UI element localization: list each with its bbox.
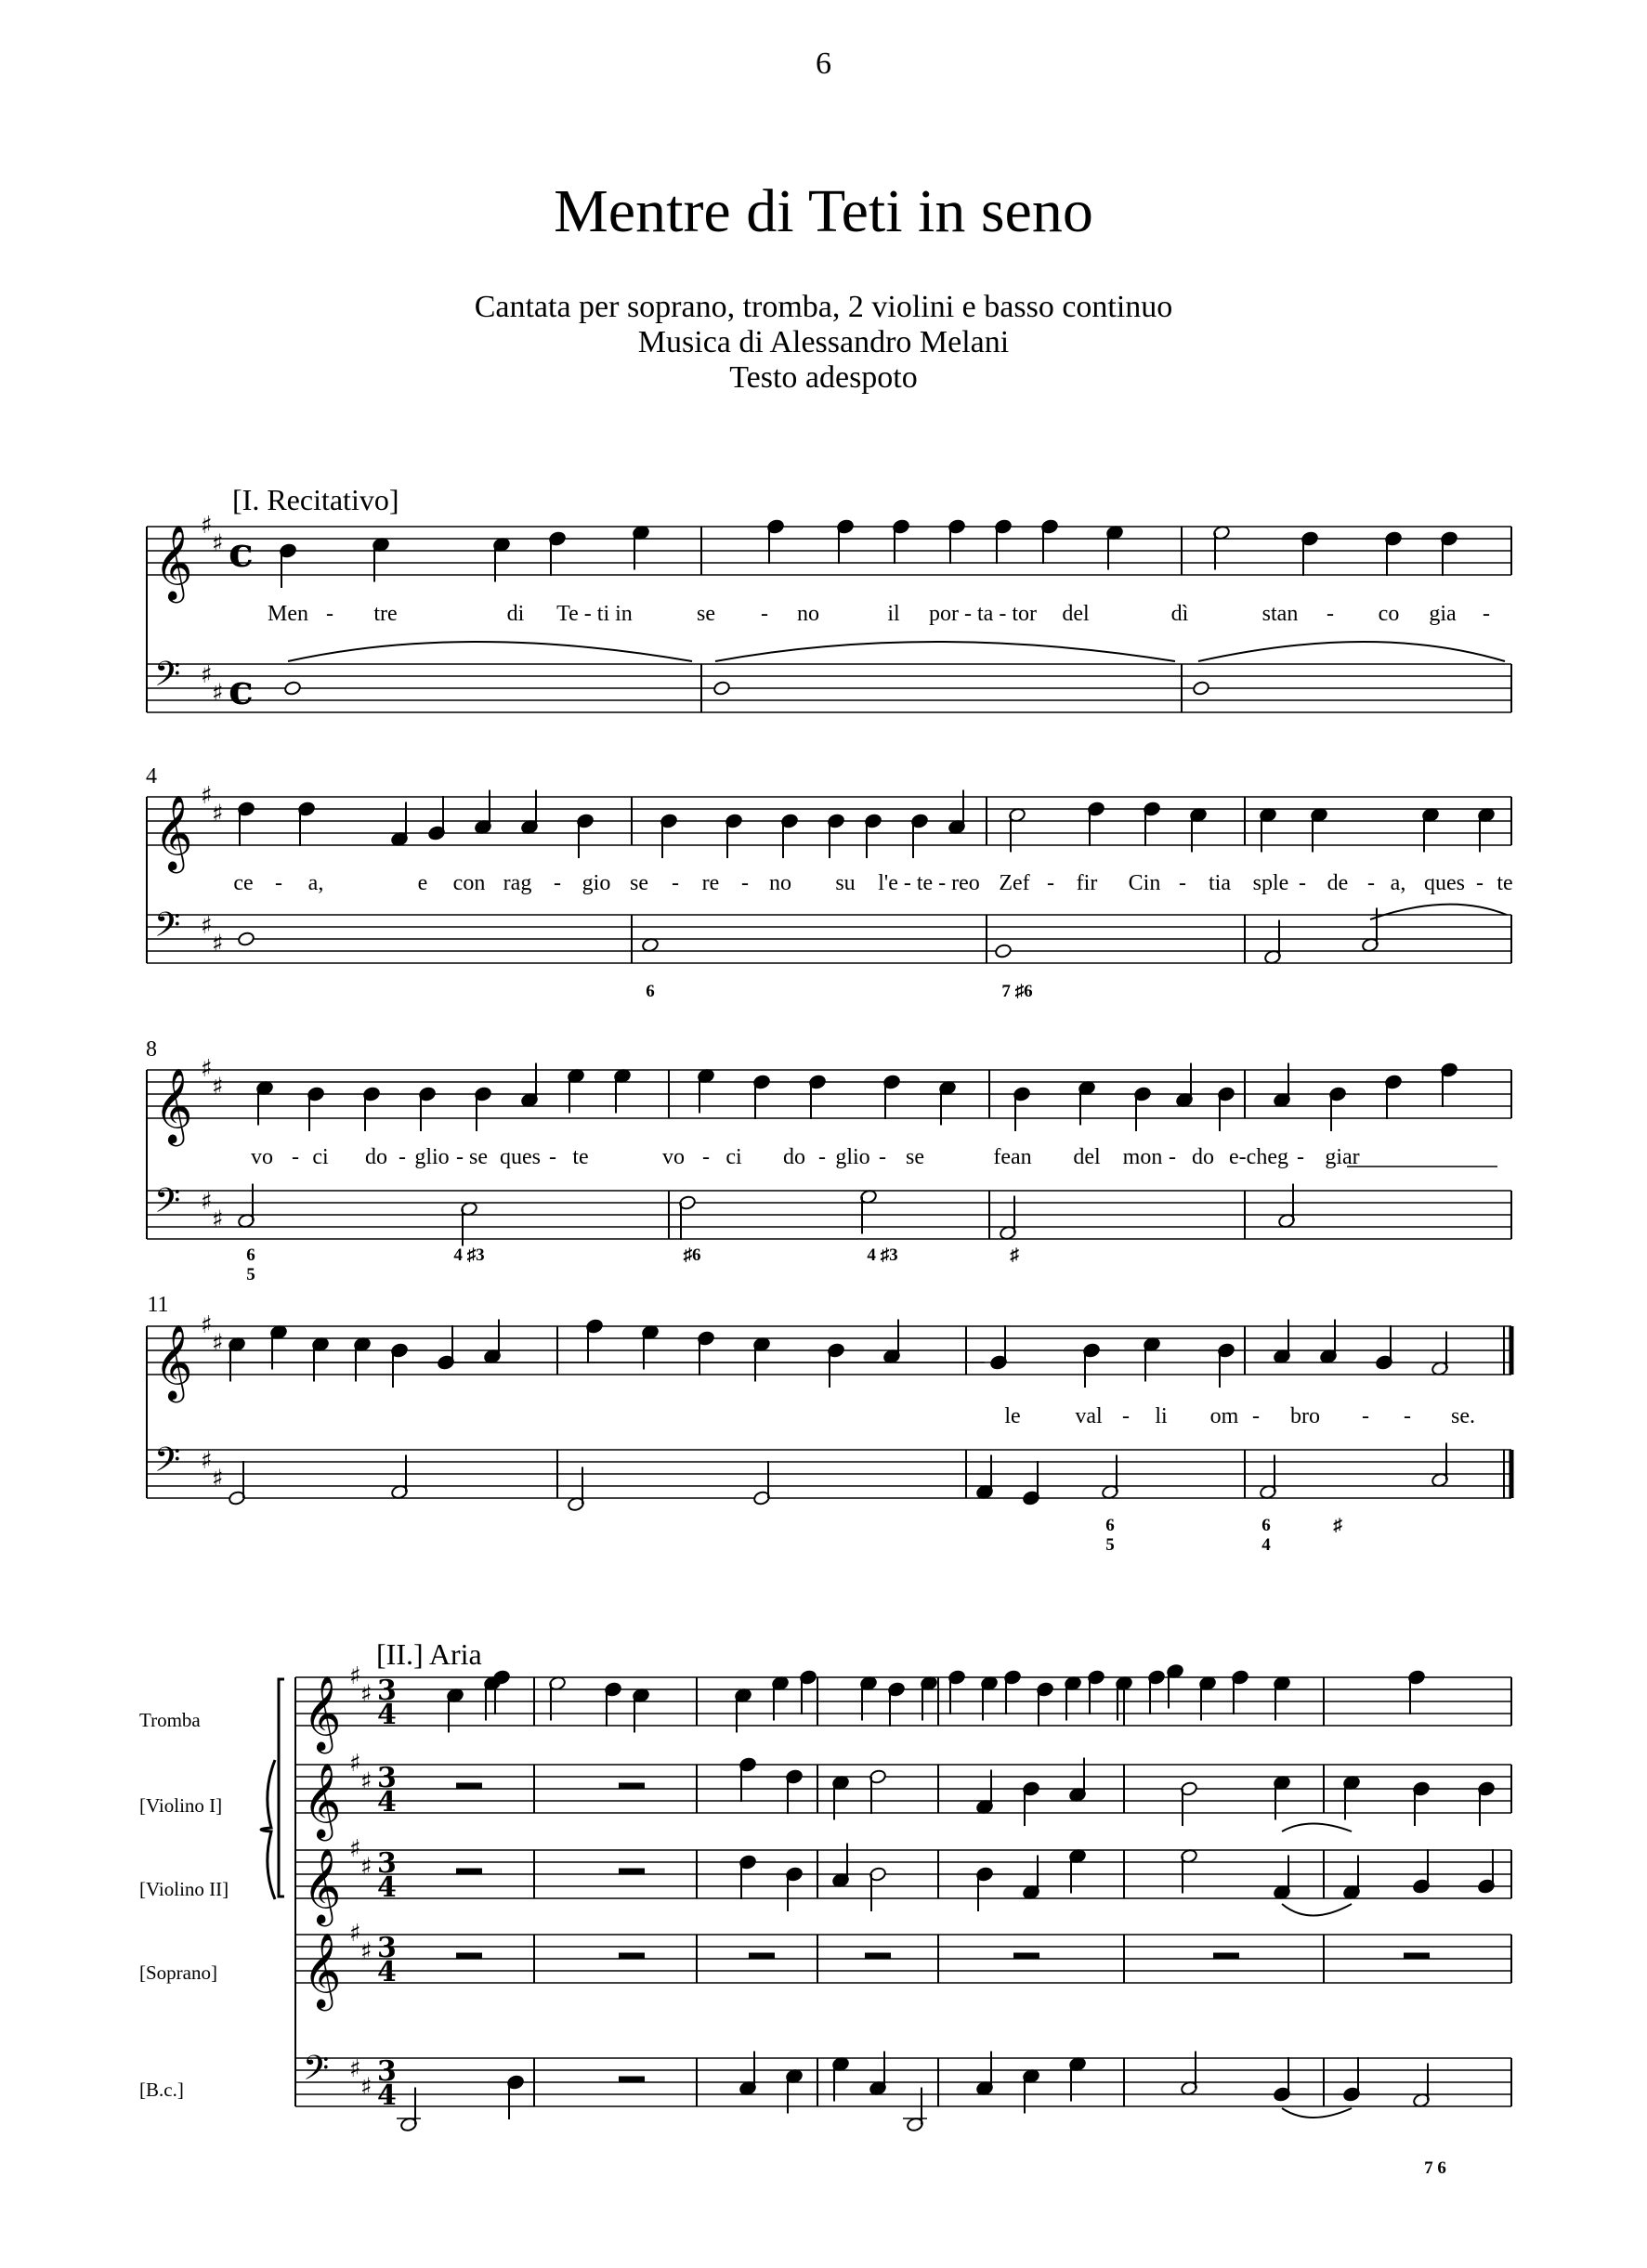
figured-bass: ♯ bbox=[1333, 1516, 1342, 1535]
figured-bass: 4 ♯3 bbox=[453, 1245, 485, 1265]
subtitle-line-2: Musica di Alessandro Melani bbox=[637, 325, 1010, 359]
time-signature-bottom: 4 bbox=[377, 2079, 397, 2112]
sharp-key-signature-icon: ♯ bbox=[349, 2055, 361, 2083]
lyric-syllable: tia bbox=[1209, 871, 1231, 895]
lyric-syllable: - bbox=[549, 1145, 556, 1169]
lyric-syllable: - bbox=[1404, 1404, 1411, 1428]
instrument-label-tromba: Tromba bbox=[139, 1709, 201, 1731]
lyric-syllable: ques bbox=[1424, 871, 1465, 895]
measure-number: 8 bbox=[146, 1037, 157, 1062]
treble-clef-icon: 𝄞 bbox=[154, 1067, 193, 1143]
whole-rest-icon bbox=[1013, 1953, 1039, 1960]
lyric-syllable: su bbox=[835, 871, 856, 895]
lyric-syllable: - bbox=[741, 871, 749, 895]
lyric-syllable: il bbox=[887, 602, 900, 626]
staff-lines bbox=[147, 527, 1511, 2106]
lyric-syllable: do bbox=[783, 1145, 805, 1169]
lyric-syllable: de bbox=[1327, 871, 1349, 895]
figured-bass: 6 bbox=[646, 982, 655, 1001]
lyric-syllable: val bbox=[1075, 1404, 1103, 1428]
sharp-key-signature-icon: ♯ bbox=[212, 1329, 224, 1358]
measure-number: 4 bbox=[146, 764, 157, 789]
lyric-syllable: Zef bbox=[999, 871, 1030, 895]
figured-bass: ♯6 bbox=[683, 1245, 701, 1265]
bass-note bbox=[283, 681, 301, 697]
whole-rest-icon bbox=[865, 1953, 891, 1960]
time-signature-bottom: 4 bbox=[377, 1699, 397, 1731]
sharp-key-signature-icon: ♯ bbox=[212, 1465, 224, 1493]
bass-note bbox=[237, 932, 255, 947]
sharp-key-signature-icon: ♯ bbox=[201, 1311, 213, 1339]
whole-rest-icon bbox=[1213, 1953, 1239, 1960]
sharp-key-signature-icon: ♯ bbox=[212, 800, 224, 828]
lyric-syllable: - bbox=[672, 871, 679, 895]
lyric-syllable: e-cheg bbox=[1229, 1145, 1288, 1169]
lyric-syllable: - bbox=[702, 1145, 710, 1169]
lyric-syllable: di bbox=[506, 602, 525, 626]
lyric-syllable: gio bbox=[582, 871, 611, 895]
lyric-syllable: ques bbox=[500, 1145, 541, 1169]
lyric-syllable: vo bbox=[251, 1145, 273, 1169]
time-signature-bottom: 4 bbox=[377, 1956, 397, 1988]
lyric-syllable: - bbox=[1476, 871, 1484, 895]
instrument-bracket bbox=[279, 1679, 284, 1897]
sharp-key-signature-icon: ♯ bbox=[212, 1073, 224, 1101]
lyric-syllable: - bbox=[1483, 602, 1490, 626]
lyric-syllable: giar bbox=[1325, 1145, 1360, 1169]
whole-rest-icon bbox=[456, 1783, 482, 1790]
lyric-syllable: ce bbox=[233, 871, 254, 895]
bass-note bbox=[1192, 681, 1209, 697]
lyric-syllable: se. bbox=[1451, 1404, 1475, 1428]
bass-note bbox=[994, 944, 1012, 959]
lyric-syllable: fean bbox=[993, 1145, 1032, 1169]
time-signature-top: 3 bbox=[377, 1932, 397, 1964]
whole-rest-icon bbox=[1404, 1953, 1430, 1960]
lyric-syllable: li bbox=[1155, 1404, 1168, 1428]
tie-arc bbox=[1282, 2108, 1352, 2118]
lyric-syllable: fir bbox=[1076, 871, 1098, 895]
whole-rest-icon bbox=[456, 1953, 482, 1960]
lyric-syllable: se bbox=[906, 1145, 924, 1169]
page-number: 6 bbox=[816, 46, 831, 81]
lyric-syllable: se bbox=[697, 602, 715, 626]
bass-note bbox=[712, 681, 730, 697]
lyric-syllable: - bbox=[1327, 602, 1334, 626]
lyric-syllable: l'e - te - reo bbox=[878, 871, 980, 895]
subtitle-line-3: Testo adespoto bbox=[729, 360, 918, 395]
treble-clef-icon: 𝄞 bbox=[303, 1932, 342, 2008]
time-signature-bottom: 4 bbox=[377, 1786, 397, 1818]
sharp-key-signature-icon: ♯ bbox=[360, 1767, 373, 1796]
bass-clef-icon: 𝄢 bbox=[303, 2049, 330, 2096]
lyric-syllable: Men bbox=[268, 602, 308, 626]
lyric-syllable: - bbox=[456, 1145, 464, 1169]
sharp-key-signature-icon: ♯ bbox=[360, 2073, 373, 2102]
lyric-syllable: - bbox=[399, 1145, 406, 1169]
lyric-syllable: se bbox=[630, 871, 648, 895]
figured-bass: 6 bbox=[246, 1245, 255, 1265]
bass-clef-icon: 𝄢 bbox=[154, 1181, 181, 1229]
lyric-syllable: ci bbox=[312, 1145, 329, 1169]
figured-bass: 4 bbox=[1261, 1535, 1271, 1555]
bass-clef-icon: 𝄢 bbox=[154, 655, 181, 702]
bass-clef-icon: 𝄢 bbox=[154, 1440, 181, 1488]
lyric-syllable: om bbox=[1209, 1404, 1239, 1428]
tie-arc bbox=[1370, 905, 1507, 919]
sharp-key-signature-icon: ♯ bbox=[349, 1662, 361, 1690]
lyric-syllable: - bbox=[1179, 871, 1186, 895]
lyric-syllable: - bbox=[292, 1145, 299, 1169]
lyric-syllable: gia bbox=[1429, 602, 1457, 626]
sharp-key-signature-icon: ♯ bbox=[212, 529, 224, 558]
aria-heading: [II.] Aria bbox=[376, 1637, 482, 1671]
sharp-key-signature-icon: ♯ bbox=[201, 912, 213, 940]
whole-rest-icon bbox=[456, 1869, 482, 1875]
tie-arc bbox=[1282, 1904, 1352, 1916]
sharp-key-signature-icon: ♯ bbox=[201, 782, 213, 810]
time-signature-top: 3 bbox=[377, 2055, 397, 2088]
lyric-syllable: a, bbox=[1390, 871, 1406, 895]
common-time-icon: c bbox=[229, 667, 254, 714]
lyric-syllable: - bbox=[1297, 1145, 1304, 1169]
lyric-syllable: - bbox=[818, 1145, 826, 1169]
notation-marks bbox=[154, 512, 1507, 2132]
lyric-syllable: no bbox=[797, 602, 819, 626]
lyric-syllable: - bbox=[554, 871, 561, 895]
lyric-syllable: - bbox=[879, 1145, 886, 1169]
lyric-syllable: - bbox=[1047, 871, 1054, 895]
whole-rest-icon bbox=[619, 1869, 645, 1875]
lyric-syllable: bro bbox=[1290, 1404, 1320, 1428]
lyric-syllable: - bbox=[326, 602, 333, 626]
lyric-syllable: - bbox=[275, 871, 282, 895]
lyric-syllable: glio bbox=[414, 1145, 450, 1169]
treble-clef-icon: 𝄞 bbox=[154, 794, 193, 870]
figured-bass: 6 bbox=[1105, 1516, 1115, 1535]
time-signature-top: 3 bbox=[377, 1675, 397, 1707]
lyric-syllable: rag bbox=[503, 871, 532, 895]
time-signature-top: 3 bbox=[377, 1762, 397, 1794]
sharp-key-signature-icon: ♯ bbox=[201, 1055, 213, 1083]
lyric-syllable: - bbox=[1169, 1145, 1176, 1169]
lyric-syllable: re bbox=[701, 871, 720, 895]
sharp-key-signature-icon: ♯ bbox=[201, 1447, 213, 1475]
treble-clef-icon: 𝄞 bbox=[303, 1675, 342, 1751]
whole-rest-icon bbox=[619, 1953, 645, 1960]
lyric-syllable: del bbox=[1073, 1145, 1101, 1169]
bass-clef-icon: 𝄢 bbox=[154, 906, 181, 953]
lyric-syllable: do bbox=[365, 1145, 387, 1169]
lyric-syllable: - bbox=[1122, 1404, 1130, 1428]
lyric-syllable: mon bbox=[1122, 1145, 1163, 1169]
lyric-syllable: e bbox=[417, 871, 428, 895]
violin-brace bbox=[261, 1760, 275, 1899]
lyric-syllable: por - ta - tor bbox=[929, 602, 1037, 626]
lyric-syllable: co bbox=[1378, 602, 1400, 626]
tie-arc bbox=[288, 642, 692, 661]
lyric-syllable: Te - ti in bbox=[556, 602, 633, 626]
lyric-syllable: glio bbox=[835, 1145, 870, 1169]
whole-rest-icon bbox=[749, 1953, 775, 1960]
tie-arc bbox=[1282, 1824, 1352, 1832]
lyric-syllable: se bbox=[469, 1145, 488, 1169]
figured-bass: 6 bbox=[1261, 1516, 1271, 1535]
instrument-label-bc: [B.c.] bbox=[139, 2079, 184, 2101]
lyric-syllable: dì bbox=[1170, 602, 1189, 626]
figured-bass: 5 bbox=[246, 1265, 255, 1284]
tie-arc bbox=[715, 642, 1175, 661]
sharp-key-signature-icon: ♯ bbox=[212, 679, 224, 708]
sharp-key-signature-icon: ♯ bbox=[201, 512, 213, 540]
sharp-key-signature-icon: ♯ bbox=[201, 661, 213, 689]
lyric-syllable: te bbox=[1497, 871, 1513, 895]
sharp-key-signature-icon: ♯ bbox=[349, 1835, 361, 1863]
sharp-key-signature-icon: ♯ bbox=[360, 1937, 373, 1966]
lyric-syllable: no bbox=[769, 871, 791, 895]
subtitle-line-1: Cantata per soprano, tromba, 2 violini e basso continuo bbox=[474, 290, 1173, 324]
common-time-icon: c bbox=[229, 529, 254, 577]
lyric-syllable: le bbox=[1004, 1404, 1021, 1428]
recitativo-heading: [I. Recitativo] bbox=[232, 483, 399, 516]
lyric-syllable: a, bbox=[307, 871, 324, 895]
sharp-key-signature-icon: ♯ bbox=[212, 930, 224, 958]
measure-number: 11 bbox=[147, 1293, 169, 1317]
instrument-label-violino-1: [Violino I] bbox=[139, 1794, 223, 1817]
lyric-syllable: stan bbox=[1261, 602, 1299, 626]
figured-bass: ♯ bbox=[1010, 1245, 1019, 1265]
lyric-syllable: tre bbox=[373, 602, 398, 626]
instrument-label-soprano: [Soprano] bbox=[139, 1962, 217, 1984]
sharp-key-signature-icon: ♯ bbox=[212, 1206, 224, 1234]
whole-rest-icon bbox=[619, 2077, 645, 2083]
sharp-key-signature-icon: ♯ bbox=[349, 1750, 361, 1778]
lyric-syllable: do bbox=[1192, 1145, 1214, 1169]
lyric-syllable: con bbox=[452, 871, 486, 895]
figured-bass: 4 ♯3 bbox=[867, 1245, 898, 1265]
figured-bass: 7 ♯6 bbox=[1001, 982, 1033, 1001]
page-title: Mentre di Teti in seno bbox=[554, 177, 1093, 245]
lyric-syllable: te bbox=[572, 1145, 589, 1169]
treble-clef-icon: 𝄞 bbox=[154, 1323, 193, 1400]
lyric-syllable: del bbox=[1062, 602, 1090, 626]
sharp-key-signature-icon: ♯ bbox=[360, 1853, 373, 1882]
lyric-syllable: vo bbox=[662, 1145, 685, 1169]
lyric-syllable: - bbox=[761, 602, 768, 626]
lyric-syllable: - bbox=[1299, 871, 1306, 895]
sharp-key-signature-icon: ♯ bbox=[349, 1920, 361, 1948]
treble-clef-icon: 𝄞 bbox=[303, 1762, 342, 1838]
whole-rest-icon bbox=[619, 1783, 645, 1790]
lyric-syllable: sple bbox=[1252, 871, 1289, 895]
lyric-syllable: - bbox=[1252, 1404, 1260, 1428]
treble-clef-icon: 𝄞 bbox=[154, 524, 193, 600]
sharp-key-signature-icon: ♯ bbox=[201, 1188, 213, 1216]
lyric-syllable: ci bbox=[725, 1145, 742, 1169]
figured-bass: 7 6 bbox=[1424, 2158, 1446, 2178]
lyric-syllable: - bbox=[1362, 1404, 1369, 1428]
lyric-syllable: - bbox=[1367, 871, 1375, 895]
instrument-label-violino-2: [Violino II] bbox=[139, 1878, 229, 1900]
tie-arc bbox=[1198, 642, 1505, 661]
time-signature-top: 3 bbox=[377, 1847, 397, 1880]
sharp-key-signature-icon: ♯ bbox=[360, 1680, 373, 1709]
time-signature-bottom: 4 bbox=[377, 1871, 397, 1904]
figured-bass: 5 bbox=[1105, 1535, 1115, 1555]
treble-clef-icon: 𝄞 bbox=[303, 1847, 342, 1923]
lyric-syllable: Cin bbox=[1128, 871, 1161, 895]
